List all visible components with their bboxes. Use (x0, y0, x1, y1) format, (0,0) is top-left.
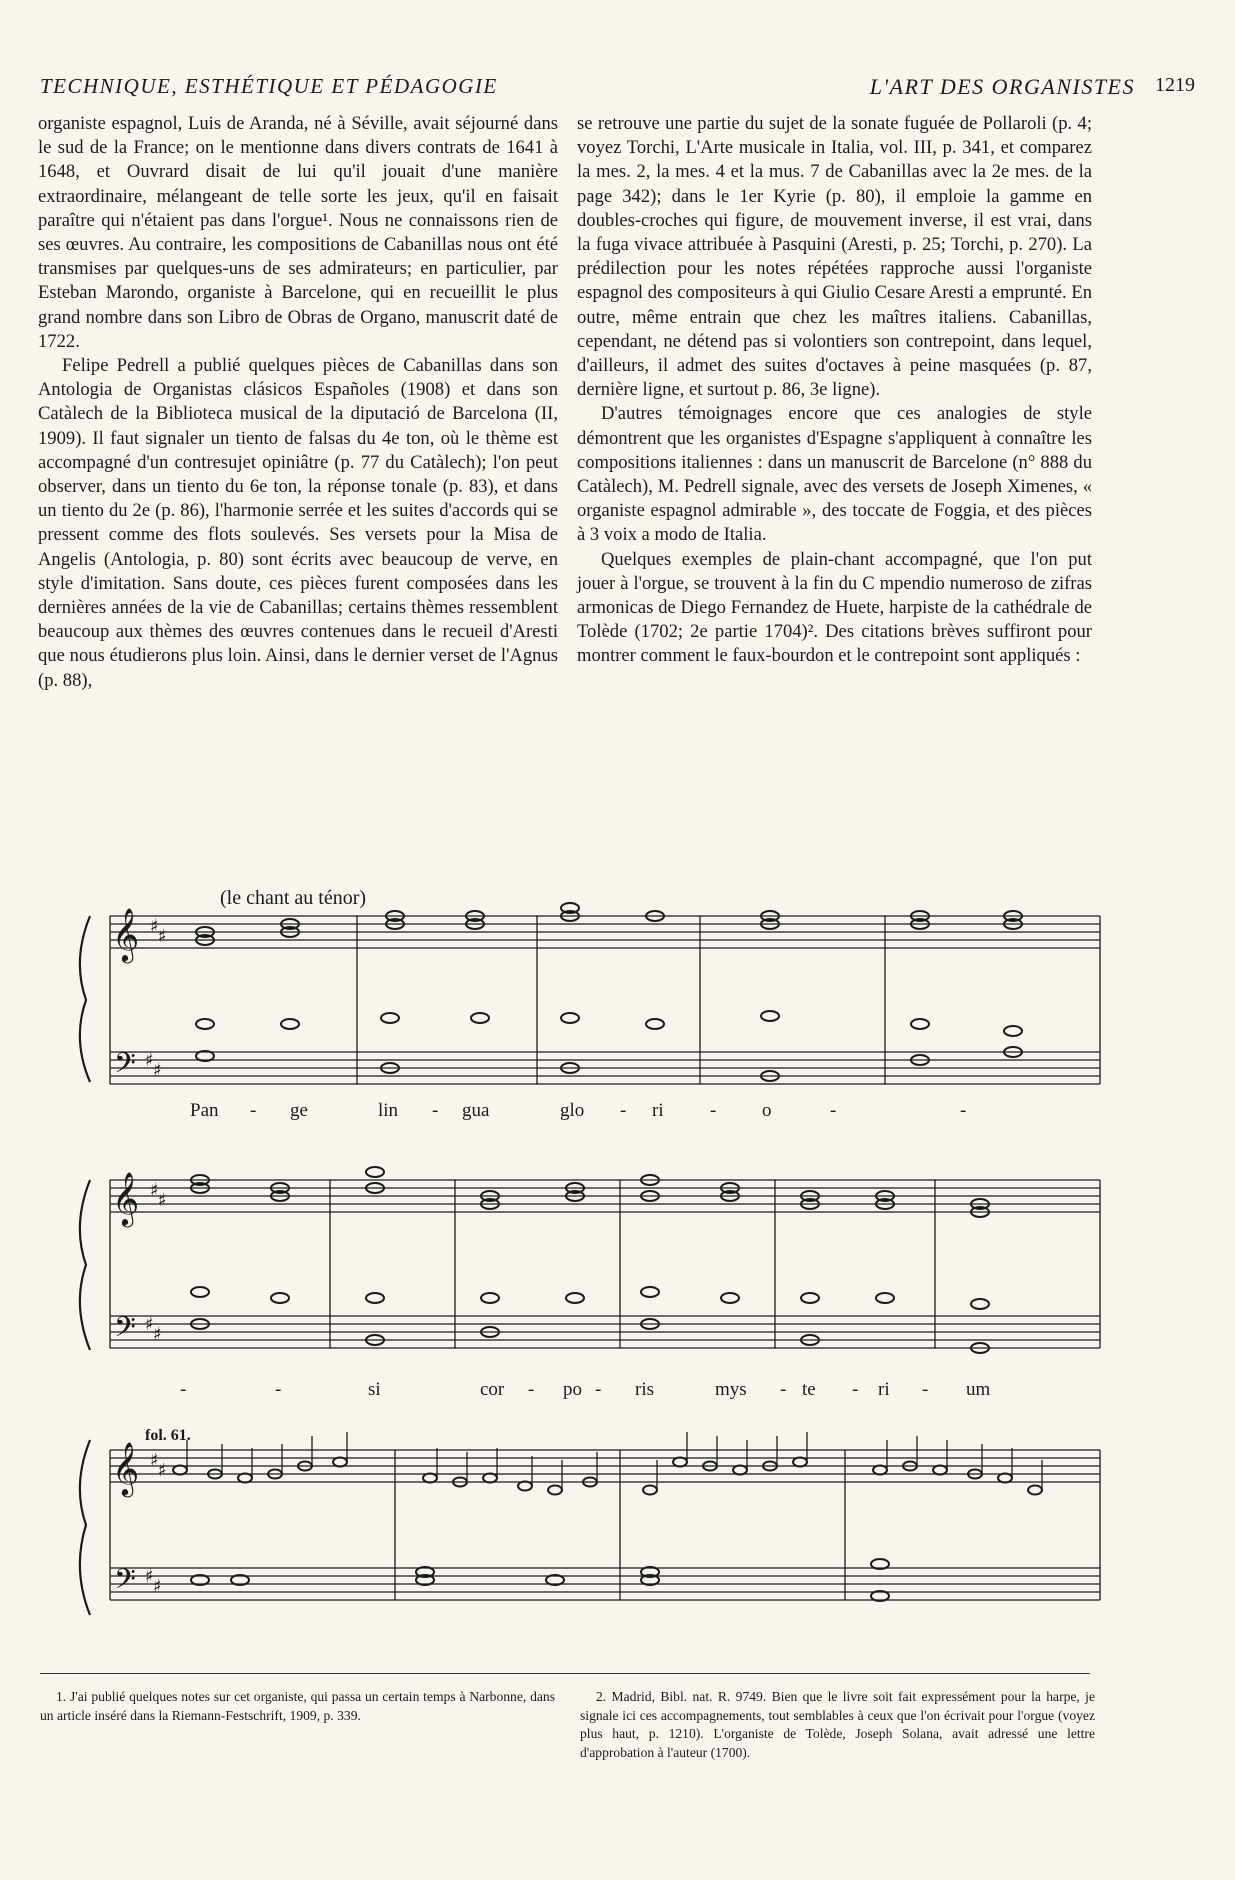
svg-text:𝄞: 𝄞 (112, 1171, 140, 1225)
right-text-column (577, 112, 1092, 669)
music-caption: (le chant au ténor) (220, 887, 367, 909)
svg-text:-: - (250, 1100, 257, 1121)
treble-clef-icon: 𝄞 (112, 907, 140, 961)
svg-text:-: - (620, 1100, 627, 1121)
svg-text:-: - (852, 1379, 859, 1400)
music-system-1 (80, 916, 1100, 1084)
music-system-2 (80, 1180, 1100, 1350)
lyrics-line-2 (180, 1379, 991, 1400)
left-paragraph-2: Felipe Pedrell a publié quelques pièces de Cabanillas dans son Antologia de Organistas clásicos Españoles (1908) et dans son Catàlech de la Biblioteca musical de la diputació de Barcelona (II, 1909). Il faut signaler un tiento de falsas du 4e ton, où le thème est accompagné d'un contresujet opiniâtre (p. 77 du Catàlech); l'on peut observer, dans un tiento du 6e ton, la réponse tonale (p. 83), et dans un tiento du 2e (p. 86), l'harmonie serrée et les suites d'accords qui se pressent comme des flots soulevés. Ses versets pour la Misa de Angelis (Antologia, p. 80) sont écrits avec beaucoup de verve, en style d'imitation. Sans doute, ces pièces furent composées dans les dernières années de la vie de Cabanillas; certains thèmes ressemblent beaucoup aux thèmes des œuvres contenues dans le recueil d'Aresti que nous étudierons plus loin. Ainsi, dans le dernier verset de l'Agnus (p. 88), (38, 355, 558, 691)
footnote-divider (40, 1673, 1090, 1674)
running-header (40, 74, 1195, 104)
svg-text:-: - (275, 1379, 282, 1400)
svg-text:lin: lin (378, 1100, 399, 1121)
svg-text:♯: ♯ (153, 1324, 162, 1345)
svg-text:Pan: Pan (190, 1100, 219, 1121)
notes-system-1 (196, 903, 1022, 1081)
svg-text:♯: ♯ (145, 1566, 154, 1587)
svg-text:-: - (960, 1100, 967, 1121)
svg-text:o: o (762, 1100, 772, 1121)
notes-system-2 (191, 1167, 989, 1353)
note-stems (187, 1432, 1042, 1490)
left-text-column (38, 112, 558, 693)
svg-text:♯: ♯ (153, 1060, 162, 1081)
page-number: 1219 (1155, 74, 1195, 96)
svg-text:-: - (710, 1100, 717, 1121)
svg-text:♯: ♯ (158, 1460, 167, 1481)
music-examples (0, 880, 1235, 1670)
svg-text:♯: ♯ (145, 1314, 154, 1335)
folio-label: fol. 61. (145, 1427, 191, 1444)
lyrics-line-1 (190, 1100, 966, 1121)
svg-text:𝄢: 𝄢 (114, 1563, 136, 1603)
svg-text:glo: glo (560, 1100, 585, 1121)
svg-text:um: um (966, 1379, 991, 1400)
svg-text:po: po (563, 1379, 582, 1400)
svg-text:-: - (528, 1379, 535, 1400)
svg-text:𝄢: 𝄢 (114, 1311, 136, 1351)
notes-system-3 (173, 1458, 1042, 1602)
sharp-icon: ♯ (150, 916, 159, 937)
svg-text:-: - (595, 1379, 602, 1400)
header-section-title: TECHNIQUE, ESTHÉTIQUE ET PÉDAGOGIE (40, 74, 498, 98)
right-paragraph-2: D'autres témoignages encore que ces analogies de style démontrent que les organistes d'Espagne s'appliquent à connaître les compositions italiennes : dans un manuscrit de Barcelone (n° 888 du Catàlech), M. Pedrell signale, avec des versets de Joseph Ximenes, « organiste espagnol admirable », des toccate de Foggia, et des pièces à 3 voix a modo de Italia. (577, 403, 1092, 546)
footnote-2: 2. Madrid, Bibl. nat. R. 9749. Bien que le livre soit fait expressément pour la harpe, je signale ici ces accompagnements, tout semblables à ceux que l'on écrivait pour l'orgue (voyez plus haut, p. 1210). L'organiste de Tolède, Joseph Solana, avait adressé une lettre d'approbation à l'auteur (1700). (580, 1689, 1095, 1760)
svg-text:gua: gua (462, 1100, 490, 1121)
svg-text:♯: ♯ (150, 1180, 159, 1201)
header-chapter-title: L'ART DES ORGANISTES (869, 74, 1135, 99)
svg-text:-: - (180, 1379, 187, 1400)
svg-text:♯: ♯ (145, 1050, 154, 1071)
left-paragraph-1: organiste espagnol, Luis de Aranda, né à Séville, avait séjourné dans le sud de la France; on le mentionne dans divers contrats de 1641 à 1648, et Ouvrard disait de lui qu'il jouait d'une manière extraordinaire, mélangeant de telle sorte les jeux, qu'il en faisait paraître qui n'étaient pas dans l'orgue¹. Nous ne connaissons rien de ses œuvres. Au contraire, les compositions de Cabanillas nous ont été transmises par quelques-uns de ses admirateurs; en particulier, par Esteban Marondo, organiste à Barcelone, qui en recueillit le plus grand nombre dans son Libro de Obras de Organo, manuscrit daté de 1722. (38, 113, 558, 352)
svg-text:♯: ♯ (153, 1576, 162, 1597)
svg-text:ri: ri (878, 1379, 890, 1400)
svg-text:-: - (922, 1379, 929, 1400)
svg-text:-: - (780, 1379, 787, 1400)
svg-text:♯: ♯ (158, 926, 167, 947)
svg-text:-: - (432, 1100, 439, 1121)
svg-text:ris: ris (635, 1379, 654, 1400)
right-paragraph-3: Quelques exemples de plain-chant accompagné, que l'on put jouer à l'orgue, se trouvent à la fin du C mpendio numeroso de zifras armonicas de Diego Fernandez de Huete, harpiste de la cathédrale de Tolède (1702; 2e partie 1704)². Des citations brèves suffiront pour montrer comment le faux-bourdon et le contrepoint sont appliqués : (577, 548, 1092, 667)
svg-text:ri: ri (652, 1100, 664, 1121)
svg-text:♯: ♯ (150, 1450, 159, 1471)
svg-text:-: - (830, 1100, 837, 1121)
footnote-1: 1. J'ai publié quelques notes sur cet organiste, qui passa un certain temps à Narbonne, dans un article inséré dans la Riemann-Festschrift, 1909, p. 339. (40, 1689, 555, 1723)
footnote-column-right (580, 1688, 1095, 1762)
bass-clef-icon: 𝄢 (114, 1047, 136, 1087)
svg-text:♯: ♯ (158, 1190, 167, 1211)
svg-text:ge: ge (290, 1100, 308, 1121)
music-notation-figure (0, 880, 1235, 1670)
svg-text:te: te (802, 1379, 816, 1400)
svg-text:𝄞: 𝄞 (112, 1441, 140, 1495)
svg-text:cor: cor (480, 1379, 505, 1400)
svg-text:si: si (368, 1379, 381, 1400)
svg-text:mys: mys (715, 1379, 747, 1400)
right-paragraph-1: se retrouve une partie du sujet de la sonate fuguée de Pollaroli (p. 4; voyez Torchi, L'Arte musicale in Italia, vol. III, p. 341, et comparez la mes. 2, la mes. 4 et la mus. 7 de Cabanillas avec la 2e mes. de la page 342); dans le 1er Kyrie (p. 80), il emploie la gamme en doubles-croches qui figure, de mouvement inverse, il est vrai, dans la fuga vivace attribuée à Pasquini (Aresti, p. 25; Torchi, p. 270). La prédilection pour les notes répétées rapproche aussi l'organiste espagnol des compositeurs à qui Giulio Cesare Aresti a emprunté. En outre, même entrain que chez les maîtres italiens. Cabanillas, cependant, ne détend pas si volontiers son contrepoint, dans lequel, d'ailleurs, il admet des suites d'octaves à peine masquées (p. 87, dernière ligne, et surtout p. 86, 3e ligne). (577, 113, 1092, 401)
footnote-column-left (40, 1688, 555, 1725)
